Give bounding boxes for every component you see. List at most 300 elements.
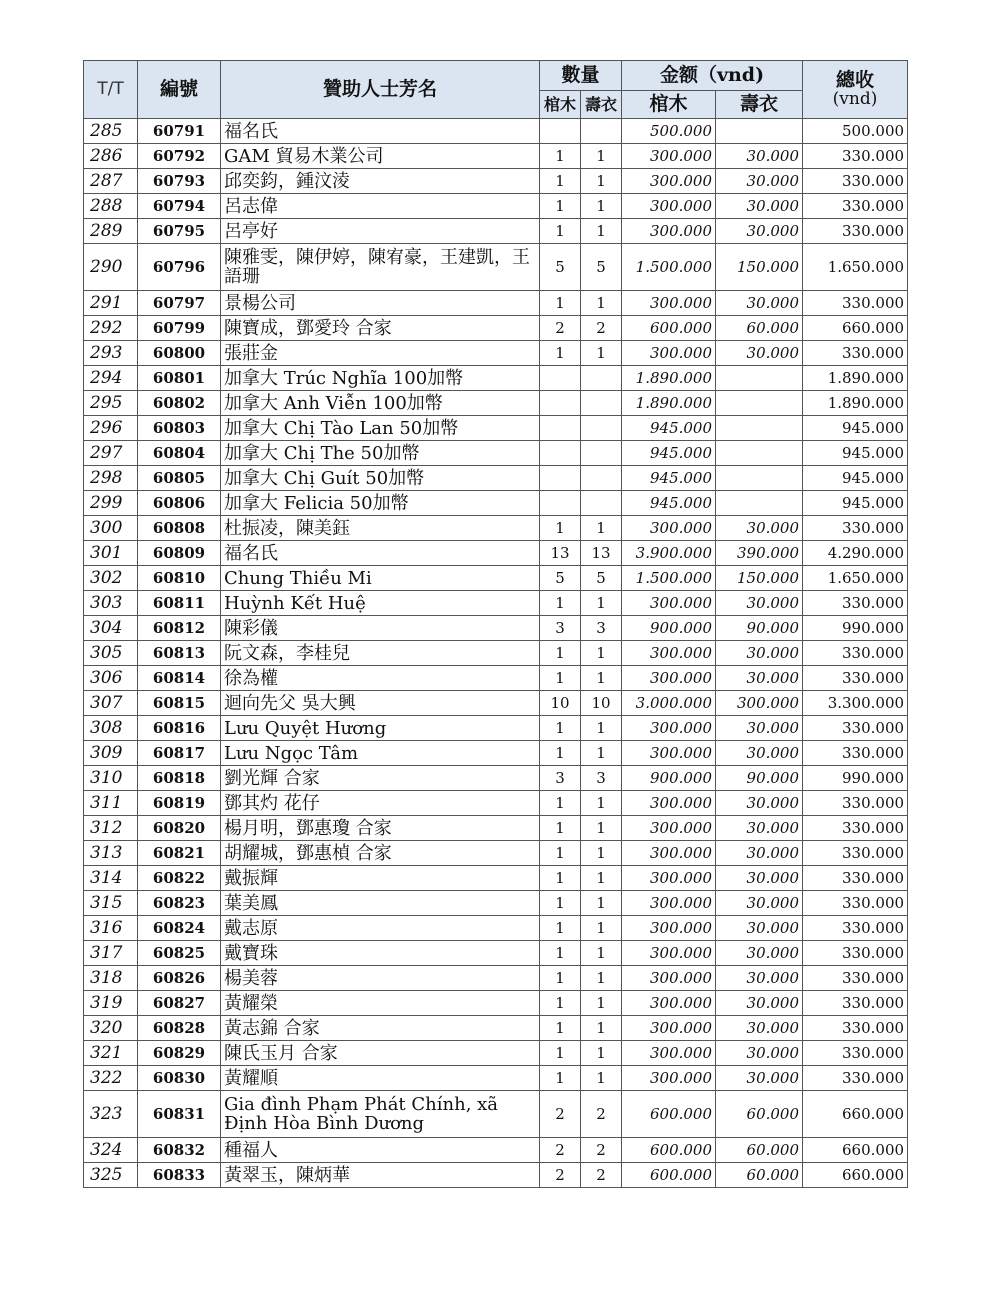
header-amount-coffin: 棺木: [622, 91, 716, 119]
total-amount: 990.000: [803, 766, 908, 791]
table-row: [84, 391, 908, 416]
row-number: 305: [84, 641, 138, 666]
table-row: [84, 491, 908, 516]
total-amount: 330.000: [803, 916, 908, 941]
total-amount: 1.890.000: [803, 391, 908, 416]
amount-shroud: 30.000: [716, 591, 803, 616]
qty-coffin: 1: [540, 991, 581, 1016]
row-number: 301: [84, 541, 138, 566]
amount-shroud: 30.000: [716, 666, 803, 691]
table-row: [84, 341, 908, 366]
row-number: 286: [84, 144, 138, 169]
amount-shroud: 150.000: [716, 566, 803, 591]
amount-shroud: 30.000: [716, 291, 803, 316]
amount-shroud: [716, 441, 803, 466]
qty-coffin: 1: [540, 866, 581, 891]
total-amount: 945.000: [803, 466, 908, 491]
row-number: 300: [84, 516, 138, 541]
total-amount: 660.000: [803, 1163, 908, 1188]
qty-shroud: 1: [581, 791, 622, 816]
table-body: [84, 119, 908, 1188]
total-amount: 990.000: [803, 616, 908, 641]
qty-shroud: [581, 491, 622, 516]
row-number: 312: [84, 816, 138, 841]
table-row: [84, 566, 908, 591]
qty-coffin: [540, 391, 581, 416]
qty-shroud: 10: [581, 691, 622, 716]
amount-coffin: 300.000: [622, 966, 716, 991]
donor-name: 呂志偉: [221, 194, 540, 219]
amount-shroud: 30.000: [716, 194, 803, 219]
donor-name: 陳氏玉月 合家: [221, 1041, 540, 1066]
row-number: 292: [84, 316, 138, 341]
amount-shroud: 30.000: [716, 1041, 803, 1066]
qty-shroud: 1: [581, 916, 622, 941]
donor-code: 60821: [138, 841, 221, 866]
amount-coffin: 300.000: [622, 591, 716, 616]
row-number: 322: [84, 1066, 138, 1091]
amount-coffin: 300.000: [622, 291, 716, 316]
amount-shroud: 30.000: [716, 1016, 803, 1041]
qty-shroud: 1: [581, 591, 622, 616]
amount-shroud: 150.000: [716, 244, 803, 291]
qty-coffin: [540, 119, 581, 144]
amount-shroud: 30.000: [716, 516, 803, 541]
amount-coffin: 3.900.000: [622, 541, 716, 566]
amount-shroud: 30.000: [716, 841, 803, 866]
qty-coffin: 1: [540, 966, 581, 991]
donor-code: 60813: [138, 641, 221, 666]
qty-coffin: 2: [540, 1091, 581, 1138]
amount-shroud: 30.000: [716, 1066, 803, 1091]
donor-name: 徐為權: [221, 666, 540, 691]
donor-name: 種福人: [221, 1138, 540, 1163]
table-row: [84, 466, 908, 491]
qty-shroud: 1: [581, 891, 622, 916]
amount-shroud: 30.000: [716, 169, 803, 194]
amount-coffin: 500.000: [622, 119, 716, 144]
qty-shroud: 1: [581, 991, 622, 1016]
table-row: [84, 1016, 908, 1041]
amount-coffin: 300.000: [622, 791, 716, 816]
total-amount: 330.000: [803, 666, 908, 691]
amount-coffin: 600.000: [622, 1138, 716, 1163]
amount-shroud: [716, 416, 803, 441]
row-number: 313: [84, 841, 138, 866]
qty-shroud: 3: [581, 766, 622, 791]
donor-code: 60792: [138, 144, 221, 169]
donor-code: 60791: [138, 119, 221, 144]
donor-name: 加拿大 Trúc Nghĩa 100加幣: [221, 366, 540, 391]
qty-coffin: 1: [540, 791, 581, 816]
table-row: [84, 119, 908, 144]
total-amount: 330.000: [803, 144, 908, 169]
row-number: 296: [84, 416, 138, 441]
table-row: [84, 516, 908, 541]
table-row: [84, 541, 908, 566]
row-number: 307: [84, 691, 138, 716]
amount-coffin: 300.000: [622, 666, 716, 691]
total-amount: 660.000: [803, 1091, 908, 1138]
amount-shroud: [716, 119, 803, 144]
table-row: [84, 1138, 908, 1163]
row-number: 295: [84, 391, 138, 416]
donor-code: 60827: [138, 991, 221, 1016]
donor-code: 60812: [138, 616, 221, 641]
qty-shroud: 1: [581, 219, 622, 244]
donor-name: 杜振凌，陳美鈺: [221, 516, 540, 541]
qty-shroud: 1: [581, 966, 622, 991]
qty-shroud: [581, 119, 622, 144]
donor-name: 呂亭好: [221, 219, 540, 244]
amount-shroud: 390.000: [716, 541, 803, 566]
qty-coffin: 1: [540, 1066, 581, 1091]
amount-shroud: 90.000: [716, 766, 803, 791]
table-row: [84, 966, 908, 991]
table-row: [84, 169, 908, 194]
qty-shroud: 1: [581, 841, 622, 866]
row-number: 302: [84, 566, 138, 591]
amount-coffin: 300.000: [622, 891, 716, 916]
amount-coffin: 300.000: [622, 1016, 716, 1041]
row-number: 323: [84, 1091, 138, 1138]
qty-coffin: 1: [540, 291, 581, 316]
total-amount: 945.000: [803, 441, 908, 466]
donor-code: 60803: [138, 416, 221, 441]
amount-shroud: 30.000: [716, 941, 803, 966]
table-row: [84, 766, 908, 791]
header-amount-shroud: 壽衣: [716, 91, 803, 119]
total-amount: 330.000: [803, 966, 908, 991]
total-amount: 1.650.000: [803, 244, 908, 291]
donor-name: 胡耀城，鄧惠楨 合家: [221, 841, 540, 866]
total-amount: 330.000: [803, 516, 908, 541]
row-number: 289: [84, 219, 138, 244]
qty-coffin: 2: [540, 1163, 581, 1188]
amount-shroud: 60.000: [716, 1163, 803, 1188]
donor-code: 60804: [138, 441, 221, 466]
donor-code: 60830: [138, 1066, 221, 1091]
amount-coffin: 1.890.000: [622, 366, 716, 391]
row-number: 314: [84, 866, 138, 891]
row-number: 316: [84, 916, 138, 941]
amount-shroud: 30.000: [716, 816, 803, 841]
total-amount: 330.000: [803, 1016, 908, 1041]
table-row: [84, 1091, 908, 1138]
total-amount: 330.000: [803, 169, 908, 194]
qty-shroud: 1: [581, 1066, 622, 1091]
header-qty-shroud: 壽衣: [581, 91, 622, 119]
qty-shroud: 2: [581, 1163, 622, 1188]
row-number: 321: [84, 1041, 138, 1066]
total-amount: 500.000: [803, 119, 908, 144]
amount-shroud: 30.000: [716, 641, 803, 666]
header-name: 贊助人士芳名: [221, 61, 540, 119]
donor-name: 鄧其灼 花仔: [221, 791, 540, 816]
donor-code: 60831: [138, 1091, 221, 1138]
donor-name: 加拿大 Chị Guít 50加幣: [221, 466, 540, 491]
donor-name: 劉光輝 合家: [221, 766, 540, 791]
donor-name: Gia đình Phạm Phát Chính, xã Định Hòa Bình Dương: [221, 1091, 540, 1138]
qty-coffin: 1: [540, 816, 581, 841]
amount-coffin: 300.000: [622, 516, 716, 541]
table-row: [84, 841, 908, 866]
amount-coffin: 300.000: [622, 641, 716, 666]
row-number: 308: [84, 716, 138, 741]
qty-coffin: 5: [540, 566, 581, 591]
amount-coffin: 600.000: [622, 1091, 716, 1138]
donor-code: 60815: [138, 691, 221, 716]
total-amount: 945.000: [803, 491, 908, 516]
donor-name: 戴志原: [221, 916, 540, 941]
donor-code: 60796: [138, 244, 221, 291]
donor-name: 黃耀榮: [221, 991, 540, 1016]
amount-shroud: 30.000: [716, 741, 803, 766]
amount-shroud: 30.000: [716, 991, 803, 1016]
amount-shroud: 90.000: [716, 616, 803, 641]
donor-code: 60802: [138, 391, 221, 416]
donor-code: 60829: [138, 1041, 221, 1066]
donor-name: 陳彩儀: [221, 616, 540, 641]
donor-code: 60832: [138, 1138, 221, 1163]
qty-shroud: 1: [581, 741, 622, 766]
qty-shroud: 1: [581, 194, 622, 219]
table-row: [84, 666, 908, 691]
donor-code: 60825: [138, 941, 221, 966]
amount-shroud: 30.000: [716, 341, 803, 366]
donor-code: 60814: [138, 666, 221, 691]
donor-code: 60828: [138, 1016, 221, 1041]
row-number: 299: [84, 491, 138, 516]
amount-coffin: 945.000: [622, 441, 716, 466]
qty-coffin: [540, 416, 581, 441]
donor-name: 阮文森，李桂兒: [221, 641, 540, 666]
row-number: 285: [84, 119, 138, 144]
donor-code: 60810: [138, 566, 221, 591]
amount-coffin: 300.000: [622, 916, 716, 941]
qty-shroud: 2: [581, 316, 622, 341]
table-row: [84, 891, 908, 916]
donor-code: 60824: [138, 916, 221, 941]
amount-coffin: 300.000: [622, 194, 716, 219]
row-number: 318: [84, 966, 138, 991]
table-row: [84, 416, 908, 441]
total-amount: 4.290.000: [803, 541, 908, 566]
qty-shroud: [581, 416, 622, 441]
table-row: [84, 1066, 908, 1091]
donor-name: 戴寶珠: [221, 941, 540, 966]
donor-code: 60800: [138, 341, 221, 366]
donor-name: Lưu Ngọc Tâm: [221, 741, 540, 766]
qty-coffin: 1: [540, 1016, 581, 1041]
donor-name: GAM 貿易木業公司: [221, 144, 540, 169]
total-amount: 660.000: [803, 1138, 908, 1163]
row-number: 311: [84, 791, 138, 816]
amount-coffin: 300.000: [622, 169, 716, 194]
amount-shroud: 60.000: [716, 1138, 803, 1163]
amount-shroud: 30.000: [716, 144, 803, 169]
table-row: [84, 641, 908, 666]
row-number: 315: [84, 891, 138, 916]
qty-shroud: 1: [581, 1016, 622, 1041]
amount-coffin: 300.000: [622, 941, 716, 966]
qty-shroud: [581, 391, 622, 416]
total-amount: 330.000: [803, 941, 908, 966]
header-total-label: 總收: [836, 68, 875, 91]
qty-coffin: 1: [540, 666, 581, 691]
amount-coffin: 945.000: [622, 466, 716, 491]
amount-coffin: 300.000: [622, 1066, 716, 1091]
amount-shroud: 30.000: [716, 791, 803, 816]
donor-name: 迴向先父 吳大興: [221, 691, 540, 716]
table-row: [84, 291, 908, 316]
table-row: [84, 441, 908, 466]
amount-shroud: 60.000: [716, 1091, 803, 1138]
header-tt: T/T: [84, 61, 138, 119]
amount-shroud: 60.000: [716, 316, 803, 341]
header-total: [803, 61, 908, 119]
table-row: [84, 1041, 908, 1066]
qty-coffin: 1: [540, 841, 581, 866]
table-row: [84, 791, 908, 816]
qty-shroud: 1: [581, 866, 622, 891]
total-amount: 1.890.000: [803, 366, 908, 391]
donor-name: 福名氏: [221, 541, 540, 566]
row-number: 304: [84, 616, 138, 641]
donor-name: Chung Thiều Mi: [221, 566, 540, 591]
qty-shroud: 2: [581, 1138, 622, 1163]
qty-shroud: 1: [581, 1041, 622, 1066]
qty-shroud: 1: [581, 641, 622, 666]
donor-name: Huỳnh Kết Huệ: [221, 591, 540, 616]
total-amount: 330.000: [803, 1041, 908, 1066]
donor-name: 加拿大 Felicia 50加幣: [221, 491, 540, 516]
table-row: [84, 591, 908, 616]
qty-shroud: 1: [581, 816, 622, 841]
qty-shroud: 2: [581, 1091, 622, 1138]
donor-name: 戴振輝: [221, 866, 540, 891]
qty-coffin: [540, 441, 581, 466]
qty-coffin: 1: [540, 941, 581, 966]
donor-name: 景楊公司: [221, 291, 540, 316]
total-amount: 330.000: [803, 891, 908, 916]
table-row: [84, 816, 908, 841]
total-amount: 1.650.000: [803, 566, 908, 591]
total-amount: 330.000: [803, 591, 908, 616]
amount-coffin: 600.000: [622, 316, 716, 341]
total-amount: 330.000: [803, 991, 908, 1016]
qty-shroud: 5: [581, 244, 622, 291]
donor-code: 60811: [138, 591, 221, 616]
donor-code: 60817: [138, 741, 221, 766]
table-row: [84, 716, 908, 741]
qty-shroud: [581, 466, 622, 491]
total-amount: 660.000: [803, 316, 908, 341]
donor-name: 黃志錦 合家: [221, 1016, 540, 1041]
qty-shroud: 1: [581, 516, 622, 541]
donor-name: 陳雅雯，陳伊婷，陳宥豪，王建凱，王語珊: [221, 244, 540, 291]
qty-coffin: 3: [540, 616, 581, 641]
amount-coffin: 3.000.000: [622, 691, 716, 716]
total-amount: 330.000: [803, 741, 908, 766]
qty-shroud: 5: [581, 566, 622, 591]
table-row: [84, 219, 908, 244]
table-header: [84, 61, 908, 119]
amount-shroud: [716, 466, 803, 491]
qty-shroud: 1: [581, 666, 622, 691]
header-code: 編號: [138, 61, 221, 119]
row-number: 317: [84, 941, 138, 966]
amount-coffin: 300.000: [622, 144, 716, 169]
amount-coffin: 1.500.000: [622, 566, 716, 591]
table-row: [84, 144, 908, 169]
donor-name: 福名氏: [221, 119, 540, 144]
donor-code: 60808: [138, 516, 221, 541]
table-row: [84, 941, 908, 966]
total-amount: 3.300.000: [803, 691, 908, 716]
amount-coffin: 300.000: [622, 716, 716, 741]
row-number: 297: [84, 441, 138, 466]
qty-shroud: 1: [581, 941, 622, 966]
qty-coffin: [540, 466, 581, 491]
row-number: 290: [84, 244, 138, 291]
table-row: [84, 866, 908, 891]
amount-shroud: 30.000: [716, 966, 803, 991]
row-number: 320: [84, 1016, 138, 1041]
amount-coffin: 1.890.000: [622, 391, 716, 416]
row-number: 319: [84, 991, 138, 1016]
donor-name: Lưu Quyệt Hương: [221, 716, 540, 741]
amount-shroud: 30.000: [716, 716, 803, 741]
donor-code: 60794: [138, 194, 221, 219]
row-number: 298: [84, 466, 138, 491]
amount-coffin: 300.000: [622, 341, 716, 366]
donor-code: 60799: [138, 316, 221, 341]
qty-shroud: [581, 366, 622, 391]
qty-shroud: 1: [581, 169, 622, 194]
table-row: [84, 366, 908, 391]
table-row: [84, 916, 908, 941]
qty-shroud: [581, 441, 622, 466]
donor-code: 60793: [138, 169, 221, 194]
qty-coffin: [540, 366, 581, 391]
total-amount: 330.000: [803, 791, 908, 816]
amount-coffin: 300.000: [622, 741, 716, 766]
donor-code: 60822: [138, 866, 221, 891]
donor-code: 60805: [138, 466, 221, 491]
qty-shroud: 1: [581, 144, 622, 169]
donor-code: 60819: [138, 791, 221, 816]
qty-coffin: 1: [540, 194, 581, 219]
total-amount: 330.000: [803, 716, 908, 741]
row-number: 310: [84, 766, 138, 791]
amount-coffin: 300.000: [622, 1041, 716, 1066]
donor-code: 60797: [138, 291, 221, 316]
qty-shroud: 3: [581, 616, 622, 641]
donor-name: 楊月明，鄧惠瓊 合家: [221, 816, 540, 841]
qty-coffin: 1: [540, 144, 581, 169]
amount-coffin: 300.000: [622, 816, 716, 841]
donor-name: 加拿大 Chị The 50加幣: [221, 441, 540, 466]
amount-shroud: [716, 366, 803, 391]
total-amount: 330.000: [803, 641, 908, 666]
qty-coffin: 1: [540, 169, 581, 194]
donor-name: 加拿大 Chị Tào Lan 50加幣: [221, 416, 540, 441]
total-amount: 330.000: [803, 194, 908, 219]
total-amount: 330.000: [803, 341, 908, 366]
amount-shroud: [716, 391, 803, 416]
amount-coffin: 300.000: [622, 841, 716, 866]
